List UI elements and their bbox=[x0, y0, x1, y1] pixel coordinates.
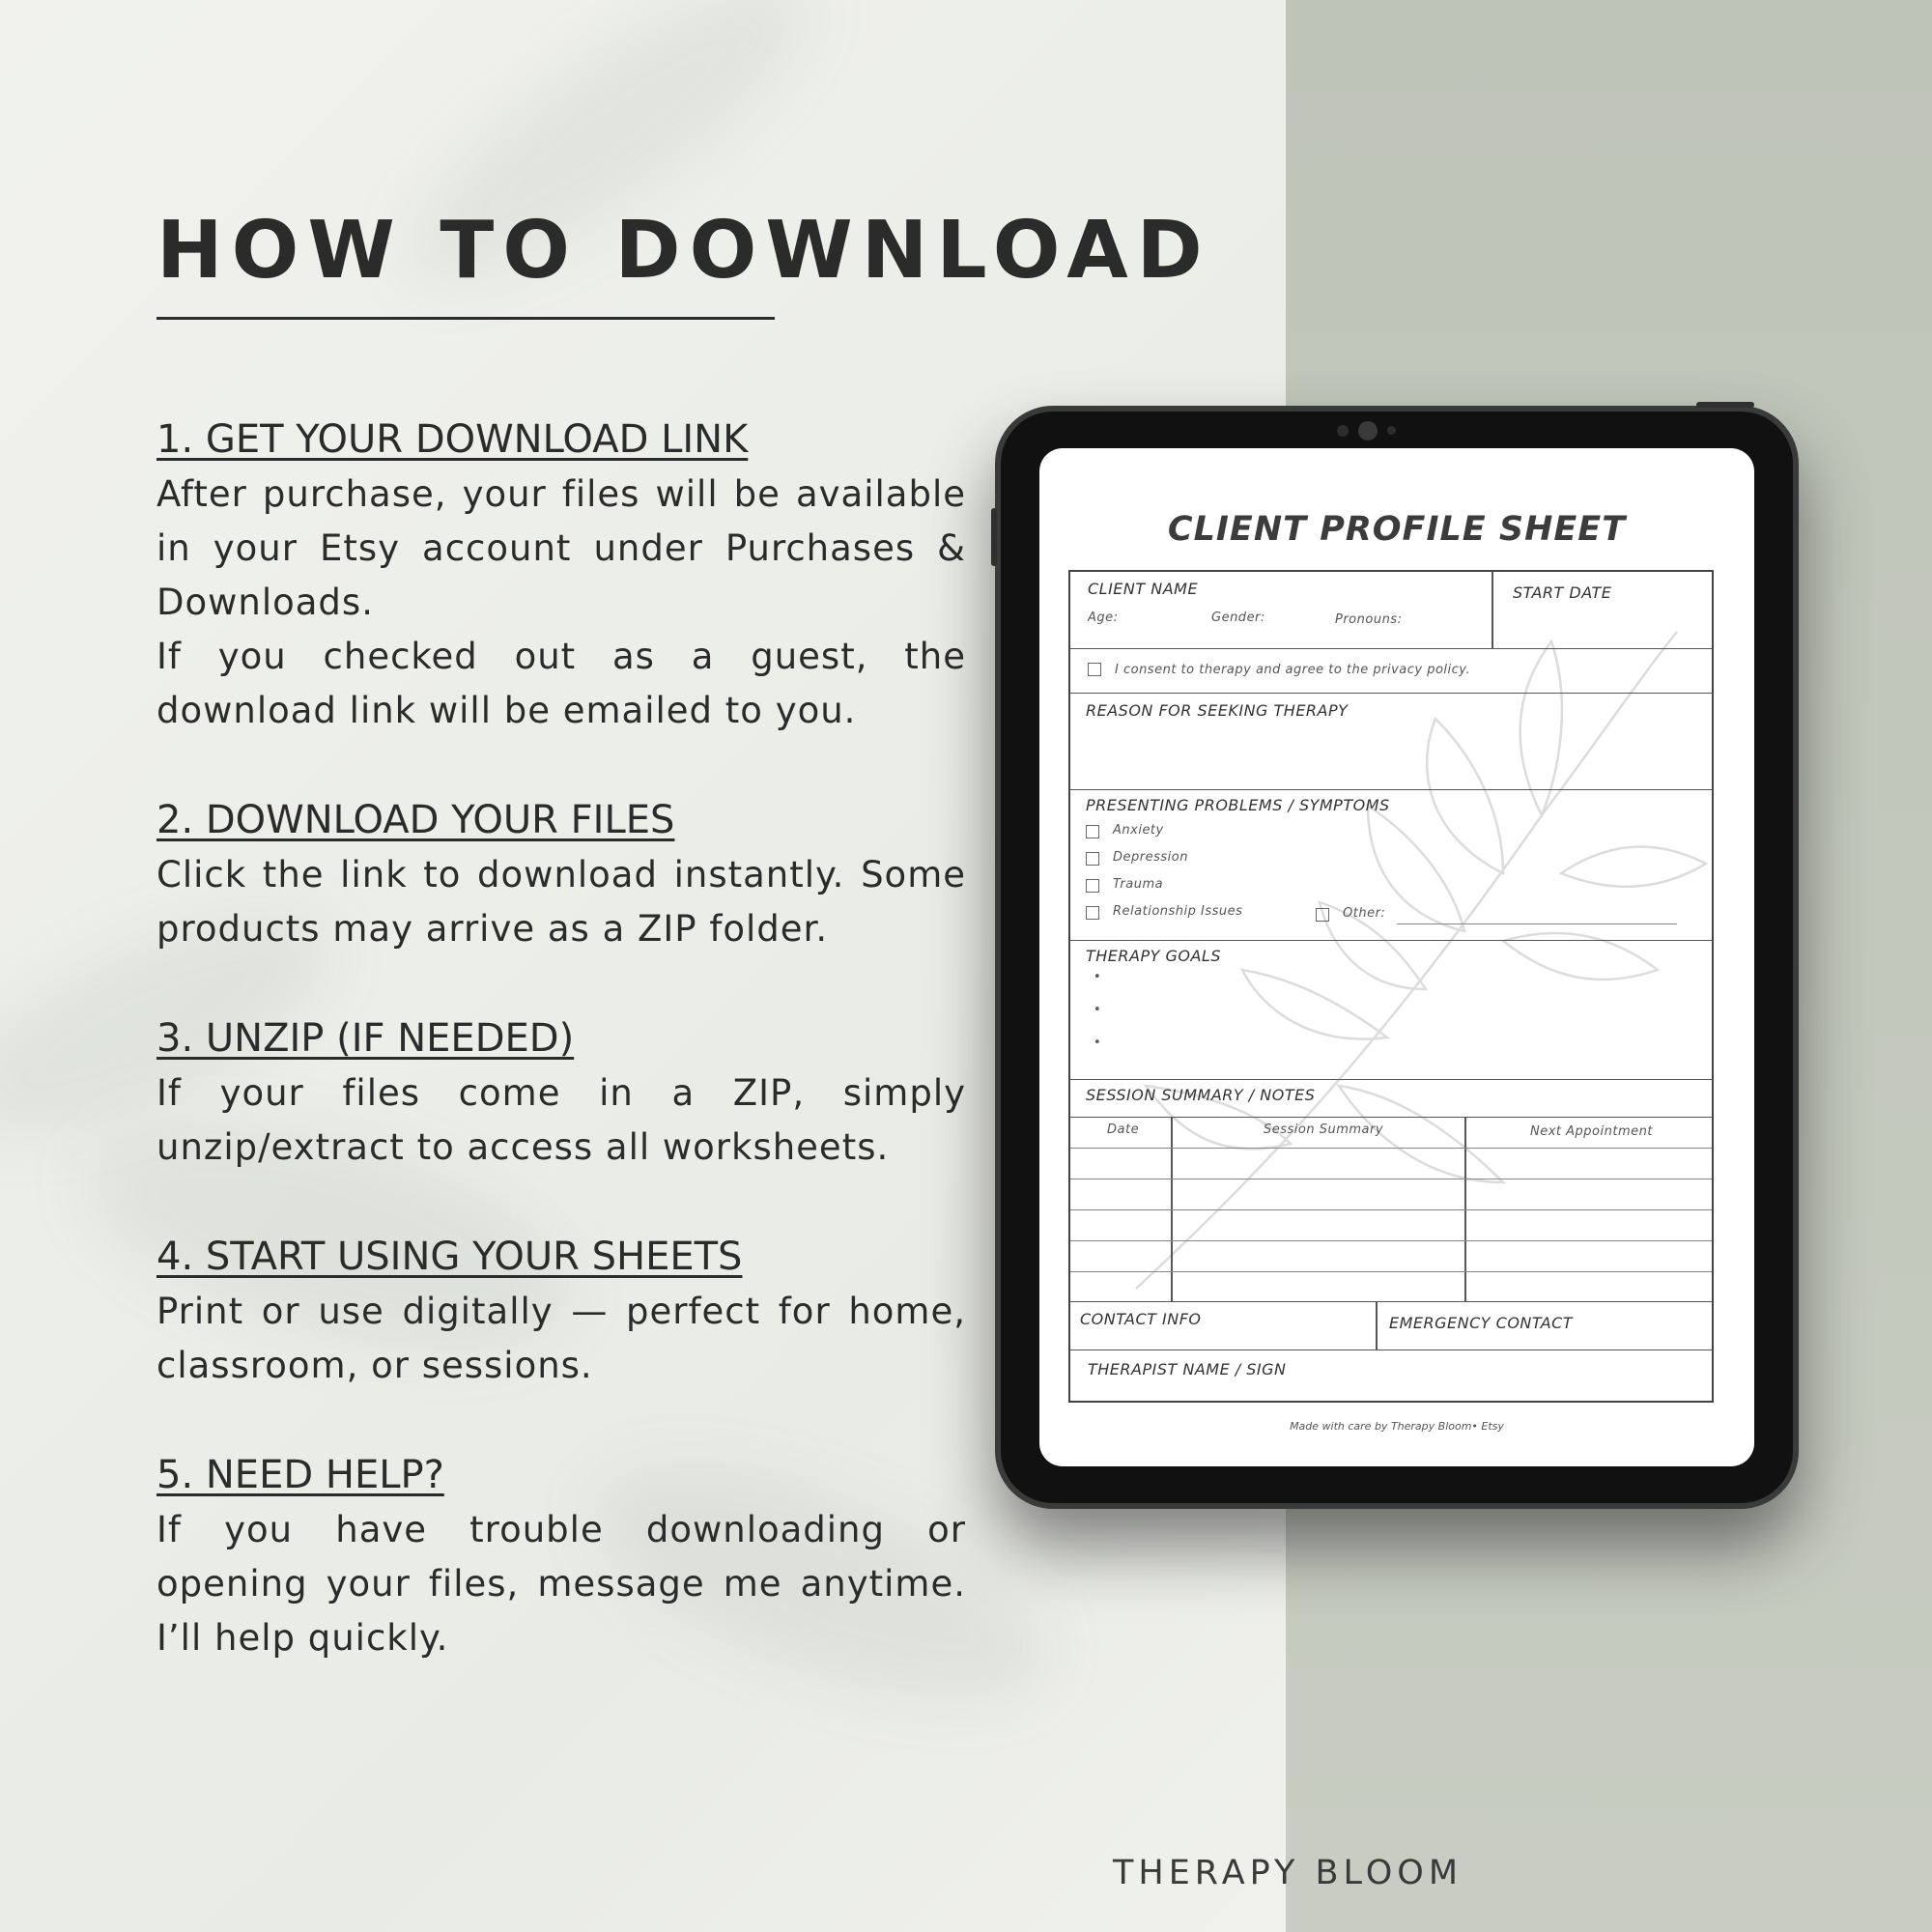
page-title: HOW TO DOWNLOAD bbox=[156, 205, 1211, 297]
problems-label: PRESENTING PROBLEMS / SYMPTOMS bbox=[1086, 796, 1390, 814]
step-heading: 3. UNZIP (IF NEEDED) bbox=[156, 1016, 575, 1061]
tablet-side-button bbox=[991, 508, 997, 566]
step-text: If you checked out as a guest, the download link will be emailed to you. bbox=[156, 636, 966, 731]
anxiety-label: Anxiety bbox=[1113, 823, 1164, 838]
depression-label: Depression bbox=[1113, 850, 1188, 865]
step-text: Print or use digitally — perfect for home, classroom, or sessions. bbox=[156, 1291, 966, 1386]
other-checkbox[interactable] bbox=[1316, 908, 1329, 922]
consent-label: I consent to therapy and agree to the privacy policy. bbox=[1115, 663, 1471, 677]
camera-icon bbox=[1358, 421, 1378, 440]
consent-row bbox=[1070, 649, 1712, 694]
depression-checkbox[interactable] bbox=[1086, 852, 1099, 866]
table-line bbox=[1070, 1271, 1712, 1272]
session-row bbox=[1070, 1080, 1712, 1302]
step-text: If you have trouble downloading or opening your files, message me anytime. I’ll help quickly. bbox=[156, 1509, 966, 1659]
trauma-label: Trauma bbox=[1113, 877, 1164, 892]
tablet-screen bbox=[1039, 448, 1754, 1466]
goal-bullet: • bbox=[1094, 1036, 1102, 1050]
relationship-label: Relationship Issues bbox=[1113, 904, 1243, 919]
steps-list bbox=[156, 412, 966, 1719]
date-header: Date bbox=[1107, 1122, 1140, 1137]
step-2 bbox=[156, 792, 966, 956]
title-underline bbox=[156, 317, 775, 320]
emergency-label: EMERGENCY CONTACT bbox=[1389, 1314, 1574, 1332]
contact-label: CONTACT INFO bbox=[1080, 1310, 1202, 1328]
step-text: If your files come in a ZIP, simply unzip/extract to access all worksheets. bbox=[156, 1072, 966, 1168]
age-label: Age: bbox=[1088, 611, 1119, 625]
goals-label: THERAPY GOALS bbox=[1086, 947, 1221, 965]
client-name-row bbox=[1070, 572, 1712, 649]
client-profile-form bbox=[1068, 570, 1714, 1403]
other-label: Other: bbox=[1343, 906, 1386, 921]
step-4 bbox=[156, 1229, 966, 1393]
divider bbox=[1376, 1302, 1378, 1350]
session-label: SESSION SUMMARY / NOTES bbox=[1086, 1086, 1316, 1104]
start-date-label: START DATE bbox=[1513, 583, 1612, 602]
divider bbox=[1492, 572, 1493, 649]
other-line bbox=[1397, 923, 1677, 924]
step-5 bbox=[156, 1447, 966, 1665]
goals-row bbox=[1070, 941, 1712, 1080]
client-name-label: CLIENT NAME bbox=[1088, 580, 1199, 598]
camera-icon bbox=[1387, 426, 1396, 435]
step-1 bbox=[156, 412, 966, 738]
reason-label: REASON FOR SEEKING THERAPY bbox=[1086, 701, 1349, 720]
sheet-title: CLIENT PROFILE SHEET bbox=[1167, 510, 1627, 549]
step-3 bbox=[156, 1010, 966, 1175]
summary-header: Session Summary bbox=[1264, 1122, 1384, 1137]
step-text: After purchase, your files will be available in your Etsy account under Purchases & Downloads. bbox=[156, 473, 966, 623]
consent-checkbox[interactable] bbox=[1088, 663, 1101, 676]
tablet-device bbox=[995, 406, 1799, 1509]
step-heading: 2. DOWNLOAD YOUR FILES bbox=[156, 798, 675, 842]
step-heading: 1. GET YOUR DOWNLOAD LINK bbox=[156, 417, 749, 462]
relationship-checkbox[interactable] bbox=[1086, 906, 1099, 920]
brand-name: THERAPY BLOOM bbox=[1113, 1854, 1463, 1892]
table-line bbox=[1070, 1209, 1712, 1210]
anxiety-checkbox[interactable] bbox=[1086, 825, 1099, 838]
step-heading: 4. START USING YOUR SHEETS bbox=[156, 1235, 743, 1279]
therapist-row bbox=[1070, 1350, 1712, 1399]
problems-row bbox=[1070, 790, 1712, 941]
trauma-checkbox[interactable] bbox=[1086, 879, 1099, 893]
therapist-label: THERAPIST NAME / SIGN bbox=[1088, 1360, 1287, 1378]
gender-label: Gender: bbox=[1211, 611, 1265, 625]
contact-row bbox=[1070, 1302, 1712, 1350]
tablet-top-button bbox=[1696, 402, 1754, 408]
step-text: Click the link to download instantly. Some products may arrive as a ZIP folder. bbox=[156, 854, 966, 950]
next-appointment-header: Next Appointment bbox=[1530, 1124, 1653, 1139]
sheet-footer: Made with care by Therapy Bloom• Etsy bbox=[1290, 1420, 1504, 1433]
goal-bullet: • bbox=[1094, 970, 1102, 984]
reason-row bbox=[1070, 694, 1712, 790]
table-top bbox=[1070, 1117, 1712, 1118]
goal-bullet: • bbox=[1094, 1003, 1102, 1017]
step-heading: 5. NEED HELP? bbox=[156, 1453, 444, 1497]
camera-icon bbox=[1337, 425, 1349, 437]
pronouns-label: Pronouns: bbox=[1335, 612, 1403, 627]
table-line bbox=[1070, 1148, 1712, 1149]
table-line bbox=[1070, 1240, 1712, 1241]
